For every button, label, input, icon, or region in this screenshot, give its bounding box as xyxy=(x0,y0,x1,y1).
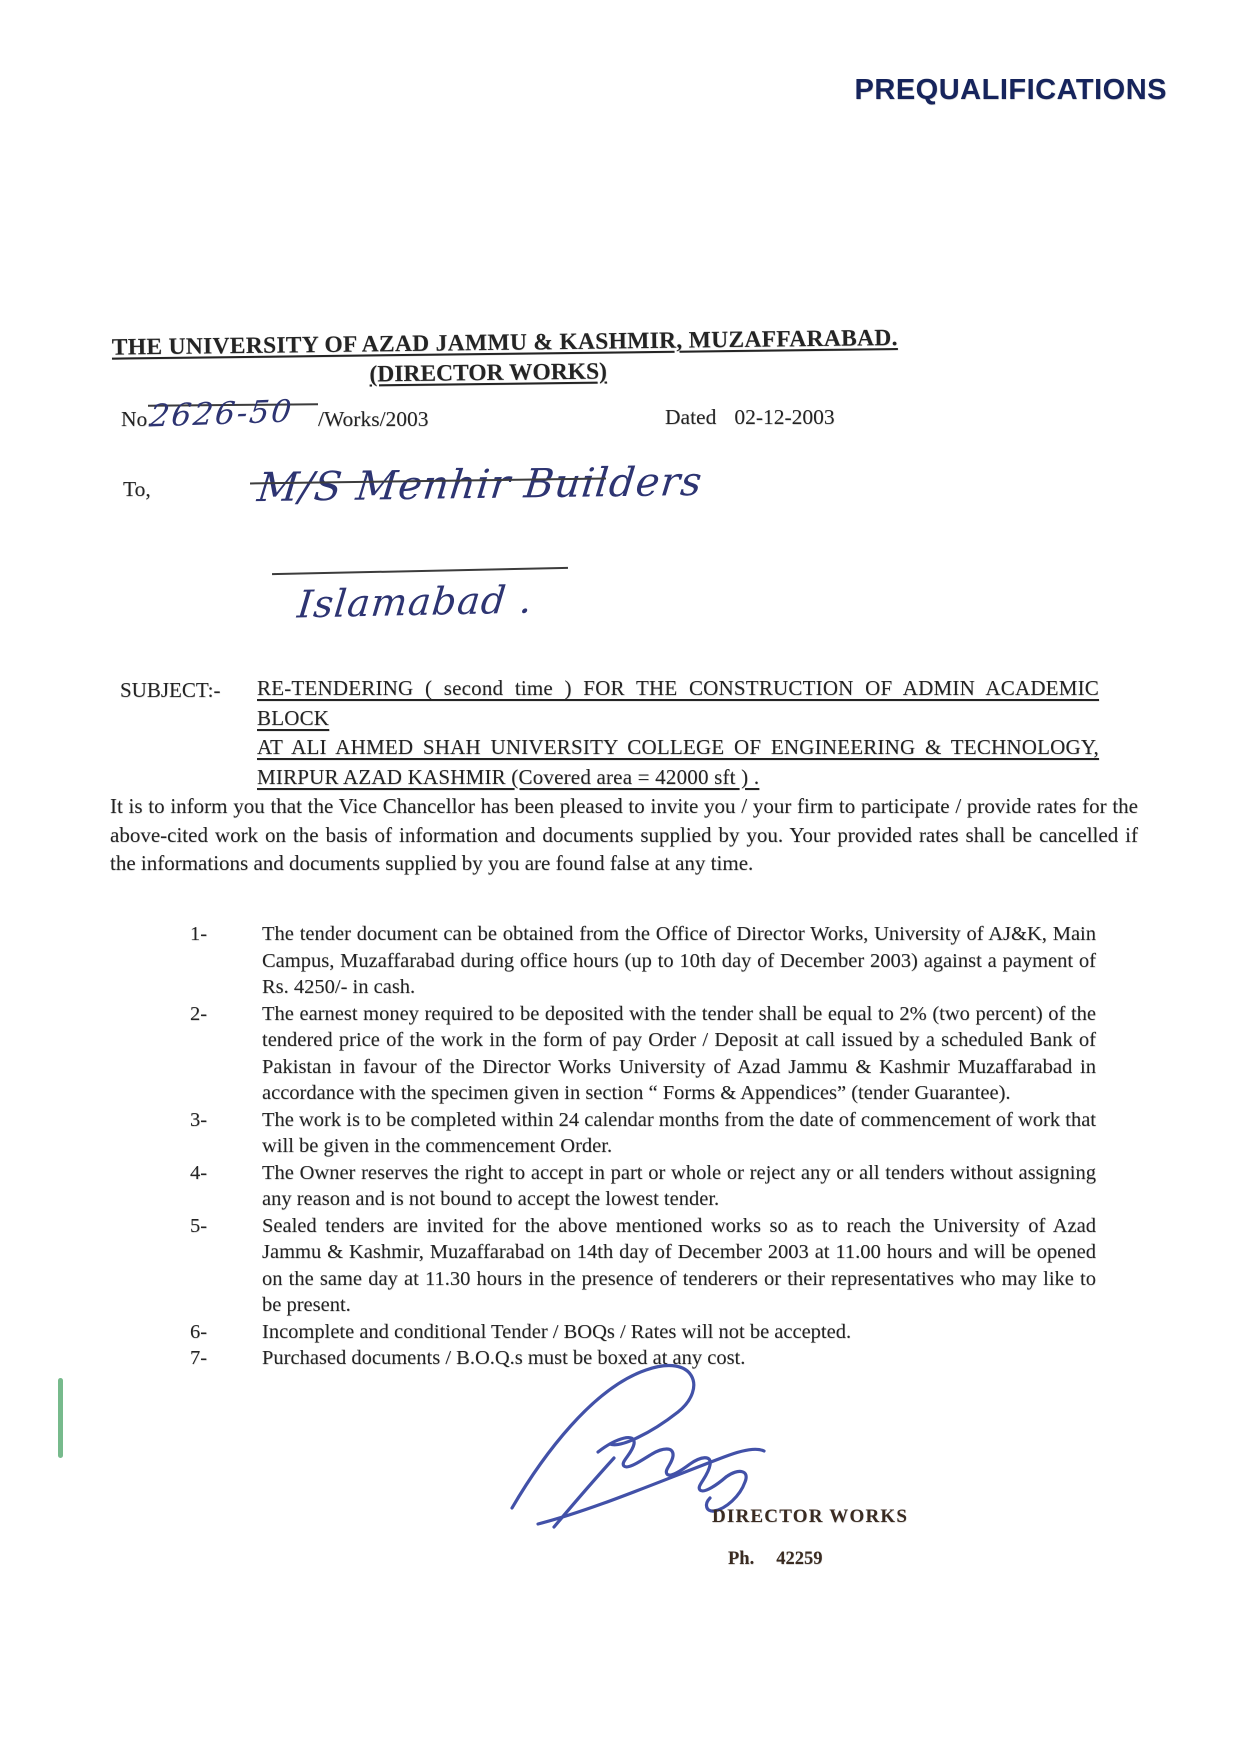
list-item xyxy=(190,1001,1096,1107)
list-item-text: The earnest money required to be deposited with the tender shall be equal to 2% (two percent) of the tendered price of the work in the form of pay Order / Deposit at call issued by a scheduled Bank of Pakistan in favour of the Director Works University of Azad Jammu & Kashmir Muzaffarabad in accordance with the specimen given in section “ Forms & Appendices” (tender Guarantee). xyxy=(262,1002,1096,1104)
phone-line xyxy=(728,1549,822,1570)
director-works-title: DIRECTOR WORKS xyxy=(712,1506,909,1527)
list-item-text: Incomplete and conditional Tender / BOQs / Rates will not be accepted. xyxy=(262,1320,852,1343)
list-item-number: 1- xyxy=(190,923,208,945)
list-item xyxy=(190,1107,1096,1160)
ref-no-handwritten-value: 2626-50 xyxy=(147,393,296,435)
subject-line-3: MIRPUR AZAD KASHMIR (Covered area = 42000 sft ) . xyxy=(257,764,760,789)
body-paragraph: It is to inform you that the Vice Chancellor has been pleased to invite you / your firm to participate / provide rates for the above-cited work on the basis of information and documents supplied by you. Your provided rates shall be cancelled if the informations and documents supplied by you are found false at any time. xyxy=(110,794,1138,875)
subject-line-1: RE-TENDERING ( second time ) FOR THE CONSTRUCTION OF ADMIN ACADEMIC BLOCK xyxy=(257,676,1099,730)
list-item-number: 4- xyxy=(190,1161,208,1184)
recipient-name-handwritten: M/S Menhir Builders xyxy=(255,458,705,512)
phone-label: Ph. xyxy=(728,1549,755,1569)
ref-no-label: No. xyxy=(121,407,153,431)
list-item xyxy=(190,1319,1096,1346)
office-name: (DIRECTOR WORKS) xyxy=(369,358,608,388)
recipient-city-handwritten: Islamabad . xyxy=(295,577,536,627)
prequalifications-heading: PREQUALIFICATIONS xyxy=(854,74,1167,106)
dated-label: Dated xyxy=(665,405,717,429)
to-label: To, xyxy=(123,477,151,501)
list-item-number: 7- xyxy=(190,1347,208,1369)
dated-line xyxy=(665,405,835,430)
conditions-list xyxy=(190,921,1096,1372)
green-scan-mark xyxy=(58,1378,63,1458)
recipient-city-underline xyxy=(272,567,568,575)
phone-number: 42259 xyxy=(776,1549,823,1569)
list-item-number: 5- xyxy=(190,1214,208,1237)
list-item-text: The tender document can be obtained from the Office of Director Works, University of AJ&K, Main Campus, Muzaffarabad during office hours (up to 10th day of December 2003) against a payment of Rs. 4250/- in cash. xyxy=(262,923,1096,998)
university-name: THE UNIVERSITY OF AZAD JAMMU & KASHMIR, MUZAFFARABAD. xyxy=(111,324,898,361)
list-item-number: 6- xyxy=(190,1320,208,1343)
list-item-number: 3- xyxy=(190,1108,208,1131)
subject-line-2: AT ALI AHMED SHAH UNIVERSITY COLLEGE OF ENGINEERING & TECHNOLOGY, xyxy=(257,735,1099,759)
subject-text xyxy=(257,674,1099,792)
list-item-text: The Owner reserves the right to accept in part or whole or reject any or all tenders without assigning any reason and is not bound to accept the lowest tender. xyxy=(262,1161,1096,1210)
letterhead xyxy=(111,324,898,391)
subject-label: SUBJECT:- xyxy=(120,678,221,702)
list-item xyxy=(190,1160,1096,1213)
list-item xyxy=(190,921,1096,1001)
list-item xyxy=(190,1213,1096,1319)
ref-no-suffix: /Works/2003 xyxy=(318,407,429,431)
list-item-text: Sealed tenders are invited for the above mentioned works so as to reach the University of Azad Jammu & Kashmir, Muzaffarabad on 14th day of December 2003 at 11.00 hours and will be opened on the same day at 11.30 hours in the presence of tenderers or their representatives who may like to be present. xyxy=(262,1214,1096,1316)
list-item-number: 2- xyxy=(190,1002,208,1025)
dated-value: 02-12-2003 xyxy=(734,405,835,429)
list-item-text: The work is to be completed within 24 calendar months from the date of commencement of work that will be given in the commencement Order. xyxy=(262,1108,1096,1157)
list-item-text: Purchased documents / B.O.Q.s must be boxed at any cost. xyxy=(262,1347,746,1369)
